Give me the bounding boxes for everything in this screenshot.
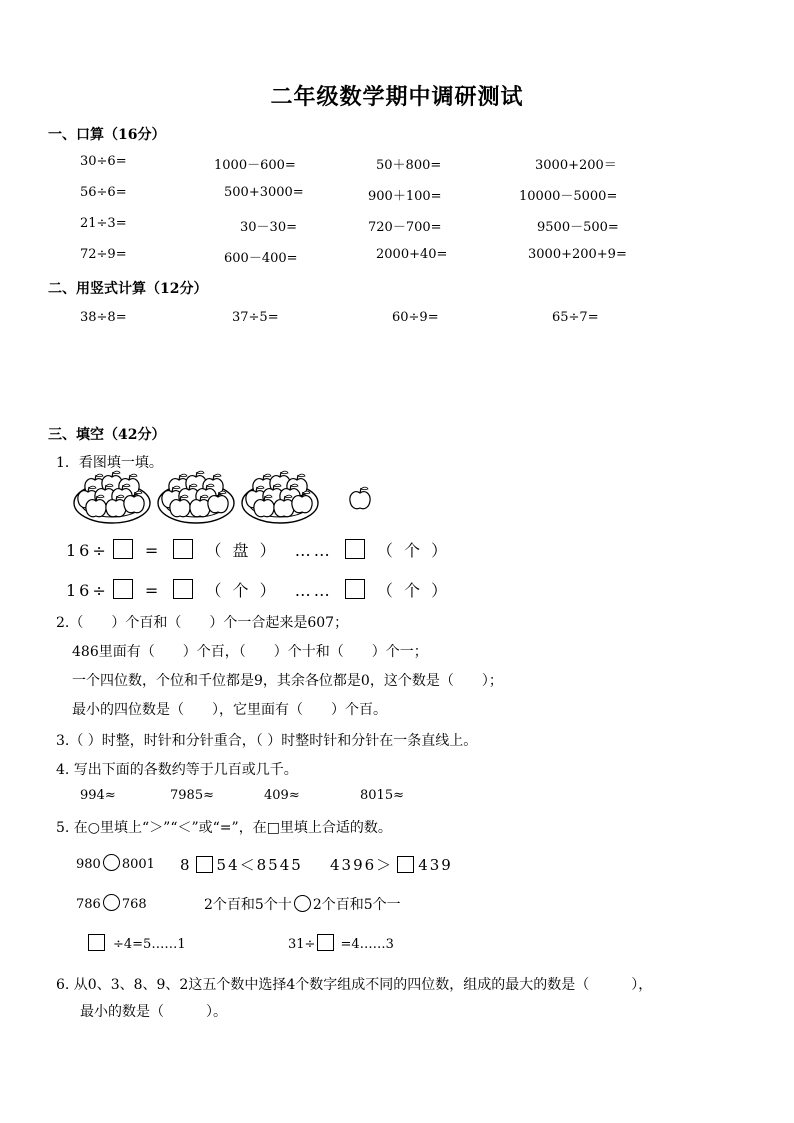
compare-left: 980	[76, 857, 101, 872]
remainder-dots: ……	[294, 541, 333, 560]
unit-label: （ 个 ）	[205, 581, 279, 600]
vertical-calc-item: 37÷5=	[232, 310, 279, 325]
compare-circle[interactable]	[103, 854, 120, 871]
q1-line-2	[66, 578, 450, 601]
q2-line: 486里面有（ ）个百，（ ）个十和（ ）个一；	[72, 644, 428, 660]
oral-item: 600－400=	[224, 251, 298, 266]
q6-line: 6. 从0、3、8、9、2这五个数中选择4个数字组成不同的四位数，组成的最大的数是（ ），	[56, 977, 653, 993]
estimate-item: 409≈	[264, 788, 300, 803]
q6-line: 最小的数是（ ）。	[80, 1004, 227, 1020]
q2-line: 最小的四位数是（ ），它里面有（ ）个百。	[72, 702, 387, 718]
apple-plates-illustration	[70, 464, 390, 530]
answer-box[interactable]	[196, 856, 213, 873]
compare-right: 54＜8545	[216, 856, 303, 874]
oral-item: 10000－5000=	[519, 189, 618, 204]
q4-label: 4. 写出下面的各数约等于几百或几千。	[56, 762, 298, 778]
unit-label: （ 个 ）	[376, 541, 451, 560]
oral-item: 3000+200＝	[535, 158, 617, 173]
q1-dividend: 16÷	[66, 541, 109, 560]
single-apple	[350, 487, 370, 509]
answer-box[interactable]	[345, 579, 365, 599]
compare-right: 439	[418, 856, 453, 874]
oral-item: 1000－600=	[214, 158, 296, 173]
oral-item: 720－700=	[368, 220, 442, 235]
compare-item	[76, 894, 147, 912]
compare-left: 2个百和5个十	[204, 897, 292, 913]
compare-item	[180, 854, 303, 875]
oral-item: 30÷6=	[80, 154, 127, 169]
oral-item: 56÷6=	[80, 185, 127, 200]
compare-item	[204, 894, 401, 914]
oral-item: 30－30=	[240, 220, 297, 235]
answer-box[interactable]	[113, 539, 133, 559]
estimate-item: 994≈	[80, 788, 116, 803]
fill-box-item	[88, 934, 186, 952]
oral-item: 500+3000=	[224, 185, 304, 200]
compare-item	[330, 854, 453, 875]
compare-left: 786	[76, 897, 101, 912]
section-2-heading: 二、用竖式计算（12分）	[48, 281, 208, 297]
q5-label: 5. 在○里填上“＞”“＜”或“=”，在□里填上合适的数。	[56, 820, 392, 836]
q2-line: 2.（ ）个百和（ ）个一合起来是607；	[56, 615, 349, 631]
vertical-calc-item: 38÷8=	[80, 310, 127, 325]
fill-box-item	[288, 934, 394, 952]
page-title: 二年级数学期中调研测试	[270, 84, 524, 110]
division-text: ÷4=5……1	[113, 937, 186, 952]
q3-line: 3.（ ）时整，时针和分针重合，（ ）时整时针和分针在一条直线上。	[56, 733, 478, 749]
apple-plate	[242, 471, 318, 523]
oral-item: 72÷9=	[80, 247, 127, 262]
oral-item: 2000+40=	[376, 247, 448, 262]
estimate-item: 8015≈	[360, 788, 404, 803]
compare-item	[76, 854, 155, 872]
answer-box[interactable]	[317, 934, 334, 951]
unit-label: （ 个 ）	[376, 581, 451, 600]
equals-sign: =	[144, 581, 162, 600]
answer-box[interactable]	[173, 579, 193, 599]
compare-right: 768	[121, 897, 147, 912]
answer-box[interactable]	[88, 934, 105, 951]
section-3-heading: 三、填空（42分）	[48, 427, 166, 443]
q2-line: 一个四位数，个位和千位都是9，其余各位都是0，这个数是（ ）；	[72, 673, 503, 689]
q1-dividend: 16÷	[66, 581, 109, 600]
compare-left: 4396＞	[330, 856, 394, 874]
oral-item: 900＋100=	[368, 189, 442, 204]
vertical-calc-item: 65÷7=	[552, 310, 599, 325]
division-text: =4……3	[340, 937, 394, 952]
oral-item: 3000+200+9=	[528, 247, 627, 262]
answer-box[interactable]	[345, 539, 365, 559]
q1-line-1	[66, 538, 450, 561]
compare-circle[interactable]	[294, 895, 311, 912]
compare-circle[interactable]	[103, 894, 120, 911]
compare-left: 8	[180, 856, 192, 874]
oral-item: 50＋800=	[376, 158, 442, 173]
compare-right: 2个百和5个一	[312, 897, 401, 913]
section-1-heading: 一、口算（16分）	[48, 127, 166, 143]
oral-item: 21÷3=	[80, 216, 127, 231]
answer-box[interactable]	[397, 856, 414, 873]
remainder-dots: ……	[294, 581, 333, 600]
answer-box[interactable]	[173, 539, 193, 559]
unit-label: （ 盘 ）	[205, 541, 279, 560]
division-text: 31÷	[288, 937, 316, 952]
answer-box[interactable]	[113, 579, 133, 599]
apple-plate	[158, 471, 234, 523]
q1-label: 1．看图填一填。	[56, 455, 163, 471]
vertical-calc-item: 60÷9=	[392, 310, 439, 325]
compare-right: 8001	[121, 857, 155, 872]
apple-plate	[74, 471, 150, 523]
oral-item: 9500－500=	[537, 220, 619, 235]
equals-sign: =	[144, 541, 162, 560]
estimate-item: 7985≈	[170, 788, 214, 803]
